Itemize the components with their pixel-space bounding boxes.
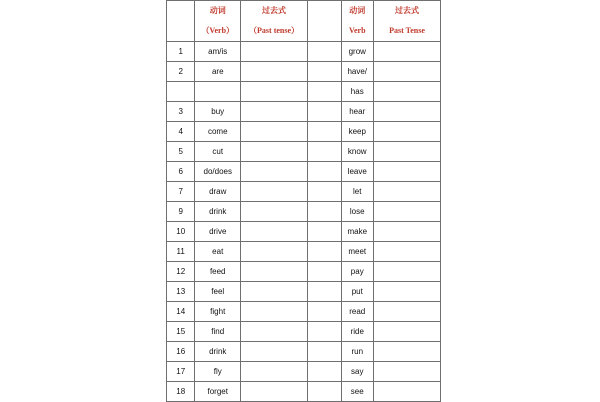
verb-cell: draw: [195, 182, 241, 202]
verb2-cell-continuation: has: [341, 82, 373, 102]
table-row-continuation: [167, 82, 441, 102]
past-tense2-cell: [373, 242, 440, 262]
gap-cell: [308, 42, 341, 62]
row-number: 3: [167, 102, 195, 122]
verb2-cell: say: [341, 362, 373, 382]
table-row: [167, 222, 441, 242]
row-number: 15: [167, 322, 195, 342]
verb-cell: fight: [195, 302, 241, 322]
header-right-verb-cn: 动词: [341, 1, 373, 22]
past-tense2-cell: [373, 182, 440, 202]
past-tense-cell: [241, 382, 308, 402]
gap-cell: [308, 262, 341, 282]
row-number: 11: [167, 242, 195, 262]
verb-cell: are: [195, 62, 241, 82]
table-row: [167, 62, 441, 82]
header-right-past-en: Past Tense: [373, 21, 440, 42]
past-tense-cell: [241, 222, 308, 242]
past-tense-cell: [241, 162, 308, 182]
past-tense-cell: [241, 182, 308, 202]
row-number: 17: [167, 362, 195, 382]
verb-cell: forget: [195, 382, 241, 402]
verb2-cell: hear: [341, 102, 373, 122]
past-tense-cell: [241, 262, 308, 282]
gap-cell: [308, 142, 341, 162]
gap-cell: [308, 182, 341, 202]
past-tense2-cell: [373, 42, 440, 62]
past-tense2-cell: [373, 282, 440, 302]
verb-cell: drive: [195, 222, 241, 242]
verb2-cell: pay: [341, 262, 373, 282]
gap-cell: [308, 242, 341, 262]
verb2-cell: have/: [341, 62, 373, 82]
past-tense-cell: [241, 102, 308, 122]
header-row-chinese: [167, 1, 441, 22]
verb2-cell: run: [341, 342, 373, 362]
verb2-cell: meet: [341, 242, 373, 262]
header-num-blank: [167, 1, 195, 42]
verb-cell: cut: [195, 142, 241, 162]
past-tense-cell: [241, 342, 308, 362]
verb-cell: fly: [195, 362, 241, 382]
table-row: [167, 202, 441, 222]
verb-cell: find: [195, 322, 241, 342]
gap-cell: [308, 342, 341, 362]
verb-cell: drink: [195, 202, 241, 222]
verb2-cell: read: [341, 302, 373, 322]
table-row: [167, 382, 441, 402]
header-row-english: [167, 21, 441, 42]
verb2-cell: leave: [341, 162, 373, 182]
verb-cell: feed: [195, 262, 241, 282]
header-right-verb-en: Verb: [341, 21, 373, 42]
row-number: 5: [167, 142, 195, 162]
table-row: [167, 182, 441, 202]
past-tense-cell: [241, 62, 308, 82]
gap-cell: [308, 302, 341, 322]
header-left-verb-cn: 动词: [195, 1, 241, 22]
verb-cell: eat: [195, 242, 241, 262]
row-number-blank: [167, 82, 195, 102]
past-tense2-cell: [373, 102, 440, 122]
row-number: 12: [167, 262, 195, 282]
gap-cell: [308, 62, 341, 82]
header-left-past-en: （Past tense）: [241, 21, 308, 42]
gap-cell: [308, 282, 341, 302]
table-row: [167, 322, 441, 342]
gap-cell: [308, 362, 341, 382]
table-row: [167, 42, 441, 62]
past-tense-cell: [241, 242, 308, 262]
row-number: 13: [167, 282, 195, 302]
row-number: 9: [167, 202, 195, 222]
past-tense2-cell: [373, 322, 440, 342]
past-tense2-cell: [373, 202, 440, 222]
table-row: [167, 262, 441, 282]
verb-table: [166, 0, 441, 402]
verb2-cell: grow: [341, 42, 373, 62]
past-tense2-cell: [373, 122, 440, 142]
past-tense2-cell: [373, 62, 440, 82]
verb2-cell: put: [341, 282, 373, 302]
verb2-cell: make: [341, 222, 373, 242]
header-right-past-cn: 过去式: [373, 1, 440, 22]
past-tense2-cell: [373, 302, 440, 322]
past-tense2-cell: [373, 142, 440, 162]
row-number: 7: [167, 182, 195, 202]
verb2-cell: ride: [341, 322, 373, 342]
header-left-past-cn: 过去式: [241, 1, 308, 22]
verb-cell: come: [195, 122, 241, 142]
verb-cell-blank: [195, 82, 241, 102]
table-row: [167, 162, 441, 182]
past-tense-cell: [241, 302, 308, 322]
row-number: 18: [167, 382, 195, 402]
table-row: [167, 242, 441, 262]
past-tense-cell: [241, 202, 308, 222]
table-row: [167, 122, 441, 142]
gap-cell: [308, 162, 341, 182]
verb2-cell: lose: [341, 202, 373, 222]
past-tense2-cell: [373, 162, 440, 182]
past-tense-cell: [241, 142, 308, 162]
past-tense2-cell: [373, 362, 440, 382]
row-number: 1: [167, 42, 195, 62]
past-tense-cell: [241, 122, 308, 142]
past-tense-cell: [241, 322, 308, 342]
past-tense-cell: [241, 362, 308, 382]
past-tense2-cell: [373, 222, 440, 242]
row-number: 16: [167, 342, 195, 362]
past-tense-cell: [241, 82, 308, 102]
verb-cell: buy: [195, 102, 241, 122]
past-tense2-cell: [373, 262, 440, 282]
verb-cell: feel: [195, 282, 241, 302]
row-number: 6: [167, 162, 195, 182]
gap-cell: [308, 382, 341, 402]
past-tense2-cell: [373, 382, 440, 402]
past-tense-cell: [241, 42, 308, 62]
gap-cell: [308, 202, 341, 222]
past-tense-cell: [241, 282, 308, 302]
past-tense2-cell: [373, 342, 440, 362]
header-gap-blank: [308, 1, 341, 42]
past-tense2-cell: [373, 82, 440, 102]
header-left-verb-en: （Verb）: [195, 21, 241, 42]
verb-cell: do/does: [195, 162, 241, 182]
row-number: 10: [167, 222, 195, 242]
row-number: 4: [167, 122, 195, 142]
table-row: [167, 282, 441, 302]
row-number: 14: [167, 302, 195, 322]
table-row: [167, 342, 441, 362]
verb-cell: am/is: [195, 42, 241, 62]
verb-cell: drink: [195, 342, 241, 362]
table-row: [167, 102, 441, 122]
verb2-cell: know: [341, 142, 373, 162]
gap-cell: [308, 322, 341, 342]
verb-rows: [167, 42, 441, 402]
table-row: [167, 142, 441, 162]
verb2-cell: keep: [341, 122, 373, 142]
verb2-cell: see: [341, 382, 373, 402]
gap-cell: [308, 82, 341, 102]
row-number: 2: [167, 62, 195, 82]
table-row: [167, 362, 441, 382]
table-row: [167, 302, 441, 322]
verb2-cell: let: [341, 182, 373, 202]
gap-cell: [308, 122, 341, 142]
gap-cell: [308, 222, 341, 242]
gap-cell: [308, 102, 341, 122]
